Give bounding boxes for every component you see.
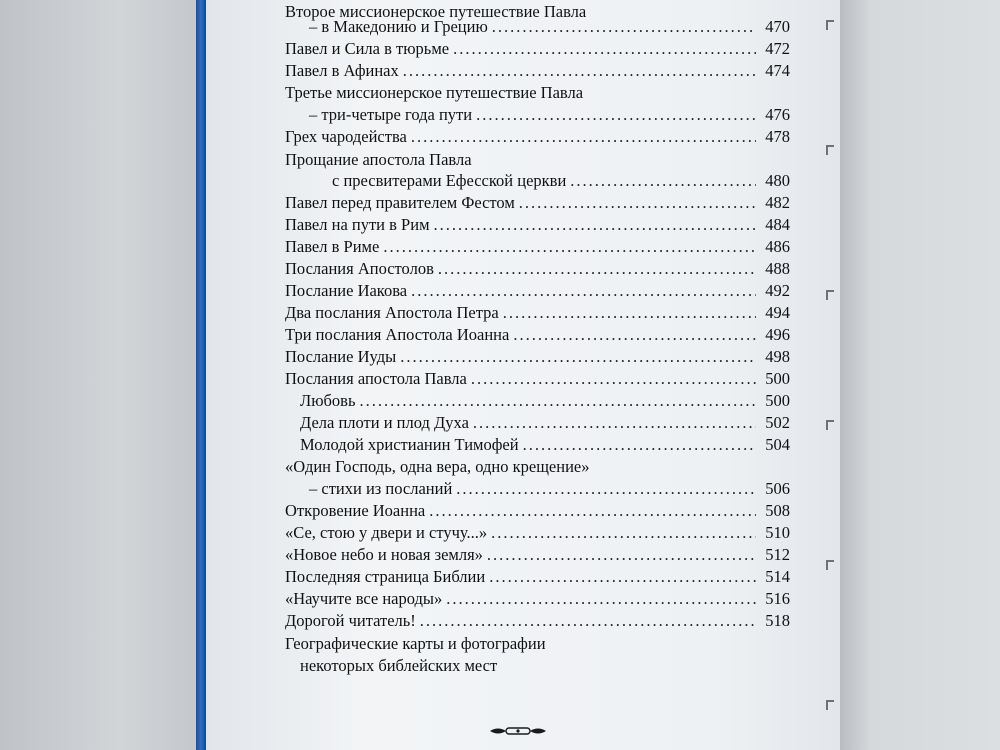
dot-leader bbox=[476, 105, 756, 125]
toc-page-number: 484 bbox=[765, 215, 790, 234]
toc-entry bbox=[285, 634, 790, 656]
toc-entry-title: «Новое небо и новая земля» bbox=[285, 545, 483, 564]
toc-page-number: 492 bbox=[765, 281, 790, 300]
toc-entry bbox=[285, 325, 790, 347]
toc-page-number: 500 bbox=[765, 369, 790, 388]
dot-leader bbox=[434, 215, 756, 235]
toc-page-number: 510 bbox=[765, 523, 790, 542]
toc-entry-title: Последняя страница Библии bbox=[285, 567, 486, 586]
dot-leader bbox=[513, 325, 756, 345]
toc-entry bbox=[300, 413, 790, 435]
toc-entry-title: Послание Иакова bbox=[285, 281, 408, 300]
toc-entry-title: Молодой христианин Тимофей bbox=[300, 435, 519, 454]
dot-leader bbox=[492, 17, 756, 37]
toc-entry-title: Третье миссионерское путешествие Павла bbox=[285, 83, 584, 102]
decorative-divider-icon bbox=[488, 724, 548, 738]
toc-page-number: 506 bbox=[765, 479, 790, 498]
toc-page-number: 502 bbox=[765, 413, 790, 432]
toc-entry-title: Прощание апостола Павла bbox=[285, 150, 472, 169]
binding-stitch bbox=[826, 290, 834, 300]
toc-page-number: 498 bbox=[765, 347, 790, 366]
toc-entry bbox=[285, 567, 790, 589]
dot-leader bbox=[519, 193, 756, 213]
binding-stitch bbox=[826, 20, 834, 30]
toc-entry bbox=[309, 105, 790, 127]
toc-entry bbox=[285, 83, 790, 105]
toc-entry-title: – в Македонию и Грецию bbox=[309, 17, 488, 36]
binding-stitch bbox=[826, 560, 834, 570]
toc-entry bbox=[285, 369, 790, 391]
dot-leader bbox=[446, 589, 756, 609]
toc-entry bbox=[285, 523, 790, 545]
book-spine-edge bbox=[196, 0, 206, 750]
toc-entry-title: – три-четыре года пути bbox=[309, 105, 473, 124]
toc-entry bbox=[285, 61, 790, 83]
toc-entry-title: с пресвитерами Ефесской церкви bbox=[332, 171, 567, 190]
toc-entry bbox=[285, 237, 790, 259]
toc-entry bbox=[285, 259, 790, 281]
toc-entry-title: Послания апостола Павла bbox=[285, 369, 467, 388]
dot-leader bbox=[400, 347, 756, 367]
toc-entry-title: Географические карты и фотографии bbox=[285, 634, 546, 653]
binding-stitch bbox=[826, 700, 834, 710]
toc-entry-title: «Се, стою у двери и стучу...» bbox=[285, 523, 488, 542]
dot-leader bbox=[453, 39, 756, 59]
binding-stitch bbox=[826, 420, 834, 430]
toc-entry bbox=[285, 193, 790, 215]
toc-page-number: 496 bbox=[765, 325, 790, 344]
toc-entry bbox=[285, 611, 790, 633]
toc-entry-title: Дорогой читатель! bbox=[285, 611, 416, 630]
toc-entry-title: Послания Апостолов bbox=[285, 259, 434, 278]
toc-page-number: 514 bbox=[765, 567, 790, 586]
toc-entry bbox=[309, 17, 790, 39]
toc-page-number: 478 bbox=[765, 127, 790, 146]
toc-page-number: 476 bbox=[765, 105, 790, 124]
dot-leader bbox=[411, 127, 756, 147]
toc-page-number: 508 bbox=[765, 501, 790, 520]
toc-entry-title: Второе миссионерское путешествие Павла bbox=[285, 2, 587, 21]
toc-entry bbox=[285, 150, 790, 172]
toc-entry-title: Грех чародейства bbox=[285, 127, 407, 146]
dot-leader bbox=[503, 303, 756, 323]
binding-stitch bbox=[826, 145, 834, 155]
toc-page-number: 472 bbox=[765, 39, 790, 58]
dot-leader bbox=[420, 611, 756, 631]
toc-entry bbox=[285, 281, 790, 303]
toc-entry bbox=[332, 171, 790, 193]
toc-entry-title: Три послания Апостола Иоанна bbox=[285, 325, 510, 344]
toc-entry bbox=[285, 127, 790, 149]
toc-entry-title: Павел перед правителем Фестом bbox=[285, 193, 515, 212]
toc-entry-title: Откровение Иоанна bbox=[285, 501, 426, 520]
dot-leader bbox=[570, 171, 756, 191]
dot-leader bbox=[489, 567, 756, 587]
toc-entry-title: – стихи из посланий bbox=[309, 479, 453, 498]
dot-leader bbox=[491, 523, 756, 543]
dot-leader bbox=[411, 281, 756, 301]
toc-entry-title: «Один Господь, одна вера, одно крещение» bbox=[285, 457, 590, 476]
toc-entry bbox=[300, 435, 790, 457]
dot-leader bbox=[359, 391, 756, 411]
toc-entry-title: Павел в Афинах bbox=[285, 61, 399, 80]
toc-page-number: 470 bbox=[765, 17, 790, 36]
toc-entry bbox=[285, 589, 790, 611]
toc-entry bbox=[300, 656, 790, 678]
toc-page-number: 512 bbox=[765, 545, 790, 564]
toc-page-number: 504 bbox=[765, 435, 790, 454]
toc-entry bbox=[285, 39, 790, 61]
toc-entry-title: Дела плоти и плод Духа bbox=[300, 413, 469, 432]
dot-leader bbox=[471, 369, 756, 389]
toc-entry-title: Послание Иуды bbox=[285, 347, 397, 366]
toc-page-number: 518 bbox=[765, 611, 790, 630]
toc-entry-title: Два послания Апостола Петра bbox=[285, 303, 499, 322]
toc-page-number: 488 bbox=[765, 259, 790, 278]
dot-leader bbox=[429, 501, 756, 521]
toc-entry bbox=[285, 347, 790, 369]
dot-leader bbox=[383, 237, 756, 257]
background-left bbox=[0, 0, 200, 750]
dot-leader bbox=[403, 61, 756, 81]
dot-leader bbox=[438, 259, 756, 279]
toc-entry-title: Любовь bbox=[300, 391, 356, 410]
toc-entry bbox=[300, 391, 790, 413]
toc-page-number: 474 bbox=[765, 61, 790, 80]
toc-page-number: 480 bbox=[765, 171, 790, 190]
dot-leader bbox=[523, 435, 756, 455]
toc-entry bbox=[285, 215, 790, 237]
dot-leader bbox=[487, 545, 756, 565]
next-page-edge bbox=[840, 0, 1000, 750]
toc-entry bbox=[285, 501, 790, 523]
toc-page-number: 494 bbox=[765, 303, 790, 322]
toc-entry bbox=[309, 479, 790, 501]
toc-entry bbox=[285, 457, 790, 479]
toc-entry-title: «Научите все народы» bbox=[285, 589, 443, 608]
toc-entry bbox=[285, 303, 790, 325]
toc-entry-title: Павел на пути в Рим bbox=[285, 215, 430, 234]
toc-page-number: 516 bbox=[765, 589, 790, 608]
toc-page-number: 482 bbox=[765, 193, 790, 212]
toc-entry-title: Павел и Сила в тюрьме bbox=[285, 39, 450, 58]
toc-page-number: 486 bbox=[765, 237, 790, 256]
toc-entry bbox=[285, 545, 790, 567]
dot-leader bbox=[456, 479, 756, 499]
dot-leader bbox=[473, 413, 756, 433]
toc-entry-title: Павел в Риме bbox=[285, 237, 380, 256]
toc-page-number: 500 bbox=[765, 391, 790, 410]
toc-entry-title: некоторых библейских мест bbox=[300, 656, 498, 675]
